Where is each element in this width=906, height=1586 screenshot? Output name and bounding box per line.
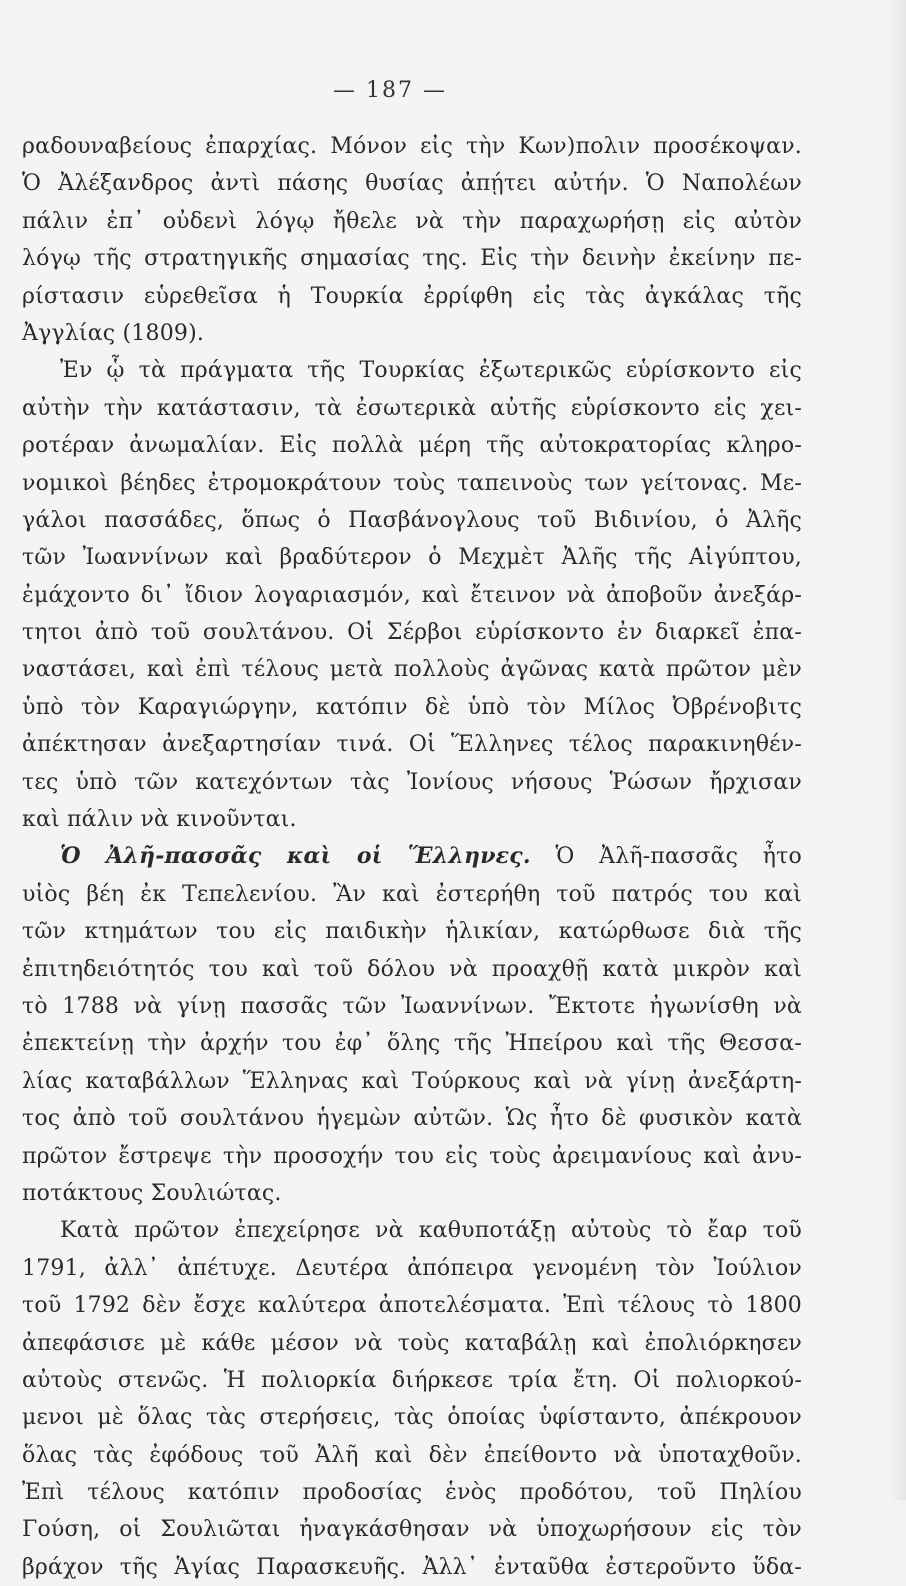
text-line: τὸ 1788 νὰ γίνῃ πασσᾶς τῶν Ἰωαννίνων. Ἔκτοτε ἠγωνίσθη νὰ	[22, 993, 802, 1019]
text-line: τος ἀπὸ τοῦ σουλτάνου ἡγεμὼν αὐτῶν. Ὡς ἦτο δὲ φυσικὸν κατὰ	[22, 1106, 802, 1132]
text-line: λόγῳ τῆς στρατηγικῆς σημασίας της. Εἰς τὴν δεινὴν ἐκείνην πε-	[22, 246, 802, 272]
text-line: ἀπέκτησαν ἀνεξαρτησίαν τινά. Οἱ Ἕλληνες τέλος παρακινηθέν-	[22, 732, 802, 758]
text-line: καὶ πάλιν νὰ κινοῦνται.	[22, 807, 297, 833]
body-text	[22, 128, 802, 1586]
text-line: ραδουναβείους ἐπαρχίας. Μόνον εἰς τὴν Κων)πολιν προσέκοψαν.	[22, 134, 802, 159]
text-line: ἐπιτηδειότητός του καὶ τοῦ δόλου νὰ προαχθῇ κατὰ μικρὸν καὶ	[22, 956, 802, 982]
section-heading: Ὁ Ἀλῆ-πασσᾶς καὶ οἱ Ἕλληνες.	[60, 843, 531, 870]
text-line: ὅλας τὰς ἐφόδους τοῦ Ἀλῆ καὶ δὲν ἐπείθοντο νὰ ὑποταχθοῦν.	[22, 1442, 802, 1468]
text-line: πάλιν ἐπ᾽ οὐδενὶ λόγῳ ἤθελε νὰ τὴν παραχωρήσῃ εἰς αὐτὸν	[22, 208, 802, 234]
section-heading-line	[22, 838, 802, 875]
page-edge-shadow	[888, 0, 906, 1500]
text-line: Ἐπὶ τέλους κατόπιν προδοσίας ἑνὸς προδότου, τοῦ Πηλίου	[22, 1480, 802, 1506]
text-line: αὐτὴν τὴν κατάστασιν, τὰ ἐσωτερικὰ αὐτῆς εὑρίσκοντο εἰς χει-	[22, 395, 802, 421]
text-line: Ὁ Ἀλέξανδρος ἀντὶ πάσης θυσίας ἀπῄτει αὐτήν. Ὁ Ναπολέων	[22, 171, 802, 197]
text-line: αὐτοὺς στενῶς. Ἡ πολιορκία διήρκεσε τρία ἔτη. Οἱ πολιορκού-	[22, 1367, 802, 1393]
text-line: τῶν κτημάτων του εἰς παιδικὴν ἡλικίαν, κατώρθωσε διὰ τῆς	[22, 919, 802, 945]
text-line: βράχον τῆς Ἁγίας Παρασκευῆς. Ἀλλ᾽ ἐνταῦθα ἐστεροῦντο ὕδα-	[22, 1554, 802, 1580]
text-line: τητοι ἀπὸ τοῦ σουλτάνου. Οἱ Σέρβοι εὑρίσκοντο ἐν διαρκεῖ ἐπα-	[22, 620, 802, 646]
text-line: ποτάκτους Σουλιώτας.	[22, 1180, 282, 1206]
text-line: Ἐν ᾧ τὰ πράγματα τῆς Τουρκίας ἐξωτερικῶς εὑρίσκοντο εἰς	[60, 358, 802, 384]
text-line: τῶν Ἰωαννίνων καὶ βραδύτερον ὁ Μεχμὲτ Ἀλῆς τῆς Αἰγύπτου,	[22, 545, 802, 571]
text-line: τες ὑπὸ τῶν κατεχόντων τὰς Ἰονίους νήσους Ῥώσων ἤρχισαν	[22, 769, 802, 795]
text-line: ἐπεκτείνῃ τὴν ἀρχήν του ἐφ᾽ ὅλης τῆς Ἠπείρου καὶ τῆς Θεσσα-	[22, 1031, 802, 1057]
text-line: μενοι μὲ ὅλας τὰς στερήσεις, τὰς ὁποίας ὑφίσταντο, ἀπέκρουον	[22, 1405, 802, 1431]
text-line: λίας καταβάλλων Ἕλληνας καὶ Τούρκους καὶ νὰ γίνῃ ἀνεξάρτη-	[22, 1068, 802, 1094]
page-number: — 187 —	[333, 78, 447, 103]
text-line: ἐμάχοντο δι᾽ ἴδιον λογαριασμόν, καὶ ἔτεινον νὰ ἀποβοῦν ἀνεξάρ-	[22, 582, 802, 608]
text-line: Κατὰ πρῶτον ἐπεχείρησε νὰ καθυποτάξῃ αὐτοὺς τὸ ἔαρ τοῦ	[60, 1218, 802, 1244]
text-line: ναστάσει, καὶ ἐπὶ τέλους μετὰ πολλοὺς ἀγῶνας κατὰ πρῶτον μὲν	[22, 657, 802, 683]
text-line: ροτέραν ἀνωμαλίαν. Εἰς πολλὰ μέρη τῆς αὐτοκρατορίας κληρο-	[22, 433, 802, 459]
text-line: νομικοὶ βέηδες ἐτρομοκράτουν τοὺς ταπεινοὺς των γείτονας. Με-	[22, 470, 802, 496]
text-line: πρῶτον ἔστρεψε τὴν προσοχήν του εἰς τοὺς ἀρειμανίους καὶ ἀνυ-	[22, 1143, 802, 1169]
text-line: Ὁ Ἀλῆ-πασσᾶς ἦτο	[555, 844, 802, 870]
text-line: 1791, ἀλλ᾽ ἀπέτυχε. Δευτέρα ἀπόπειρα γενομένη τὸν Ἰούλιον	[22, 1255, 802, 1281]
text-line: ρίστασιν εὑρεθεῖσα ἡ Τουρκία ἐρρίφθη εἰς τὰς ἀγκάλας τῆς	[22, 283, 802, 309]
text-line: ὑπὸ τὸν Καραγιώργην, κατόπιν δὲ ὑπὸ τὸν Μίλος Ὀβρένοβιτς	[22, 694, 802, 720]
text-line: γάλοι πασσάδες, ὅπως ὁ Πασβάνογλους τοῦ Βιδινίου, ὁ Ἀλῆς	[22, 507, 802, 533]
text-line: Γούση, οἱ Σουλιῶται ἠναγκάσθησαν νὰ ὑποχωρήσουν εἰς τὸν	[22, 1517, 802, 1543]
text-line: υἱὸς βέη ἐκ Τεπελενίου. Ἂν καὶ ἐστερήθη τοῦ πατρός του καὶ	[22, 881, 802, 907]
text-line: ἀπεφάσισε μὲ κάθε μέσον νὰ τοὺς καταβάλῃ καὶ ἐπολιόρκησεν	[22, 1330, 802, 1356]
text-line: Ἀγγλίας (1809).	[22, 320, 205, 346]
text-line: τοῦ 1792 δὲν ἔσχε καλύτερα ἀποτελέσματα. Ἐπὶ τέλους τὸ 1800	[22, 1293, 802, 1319]
